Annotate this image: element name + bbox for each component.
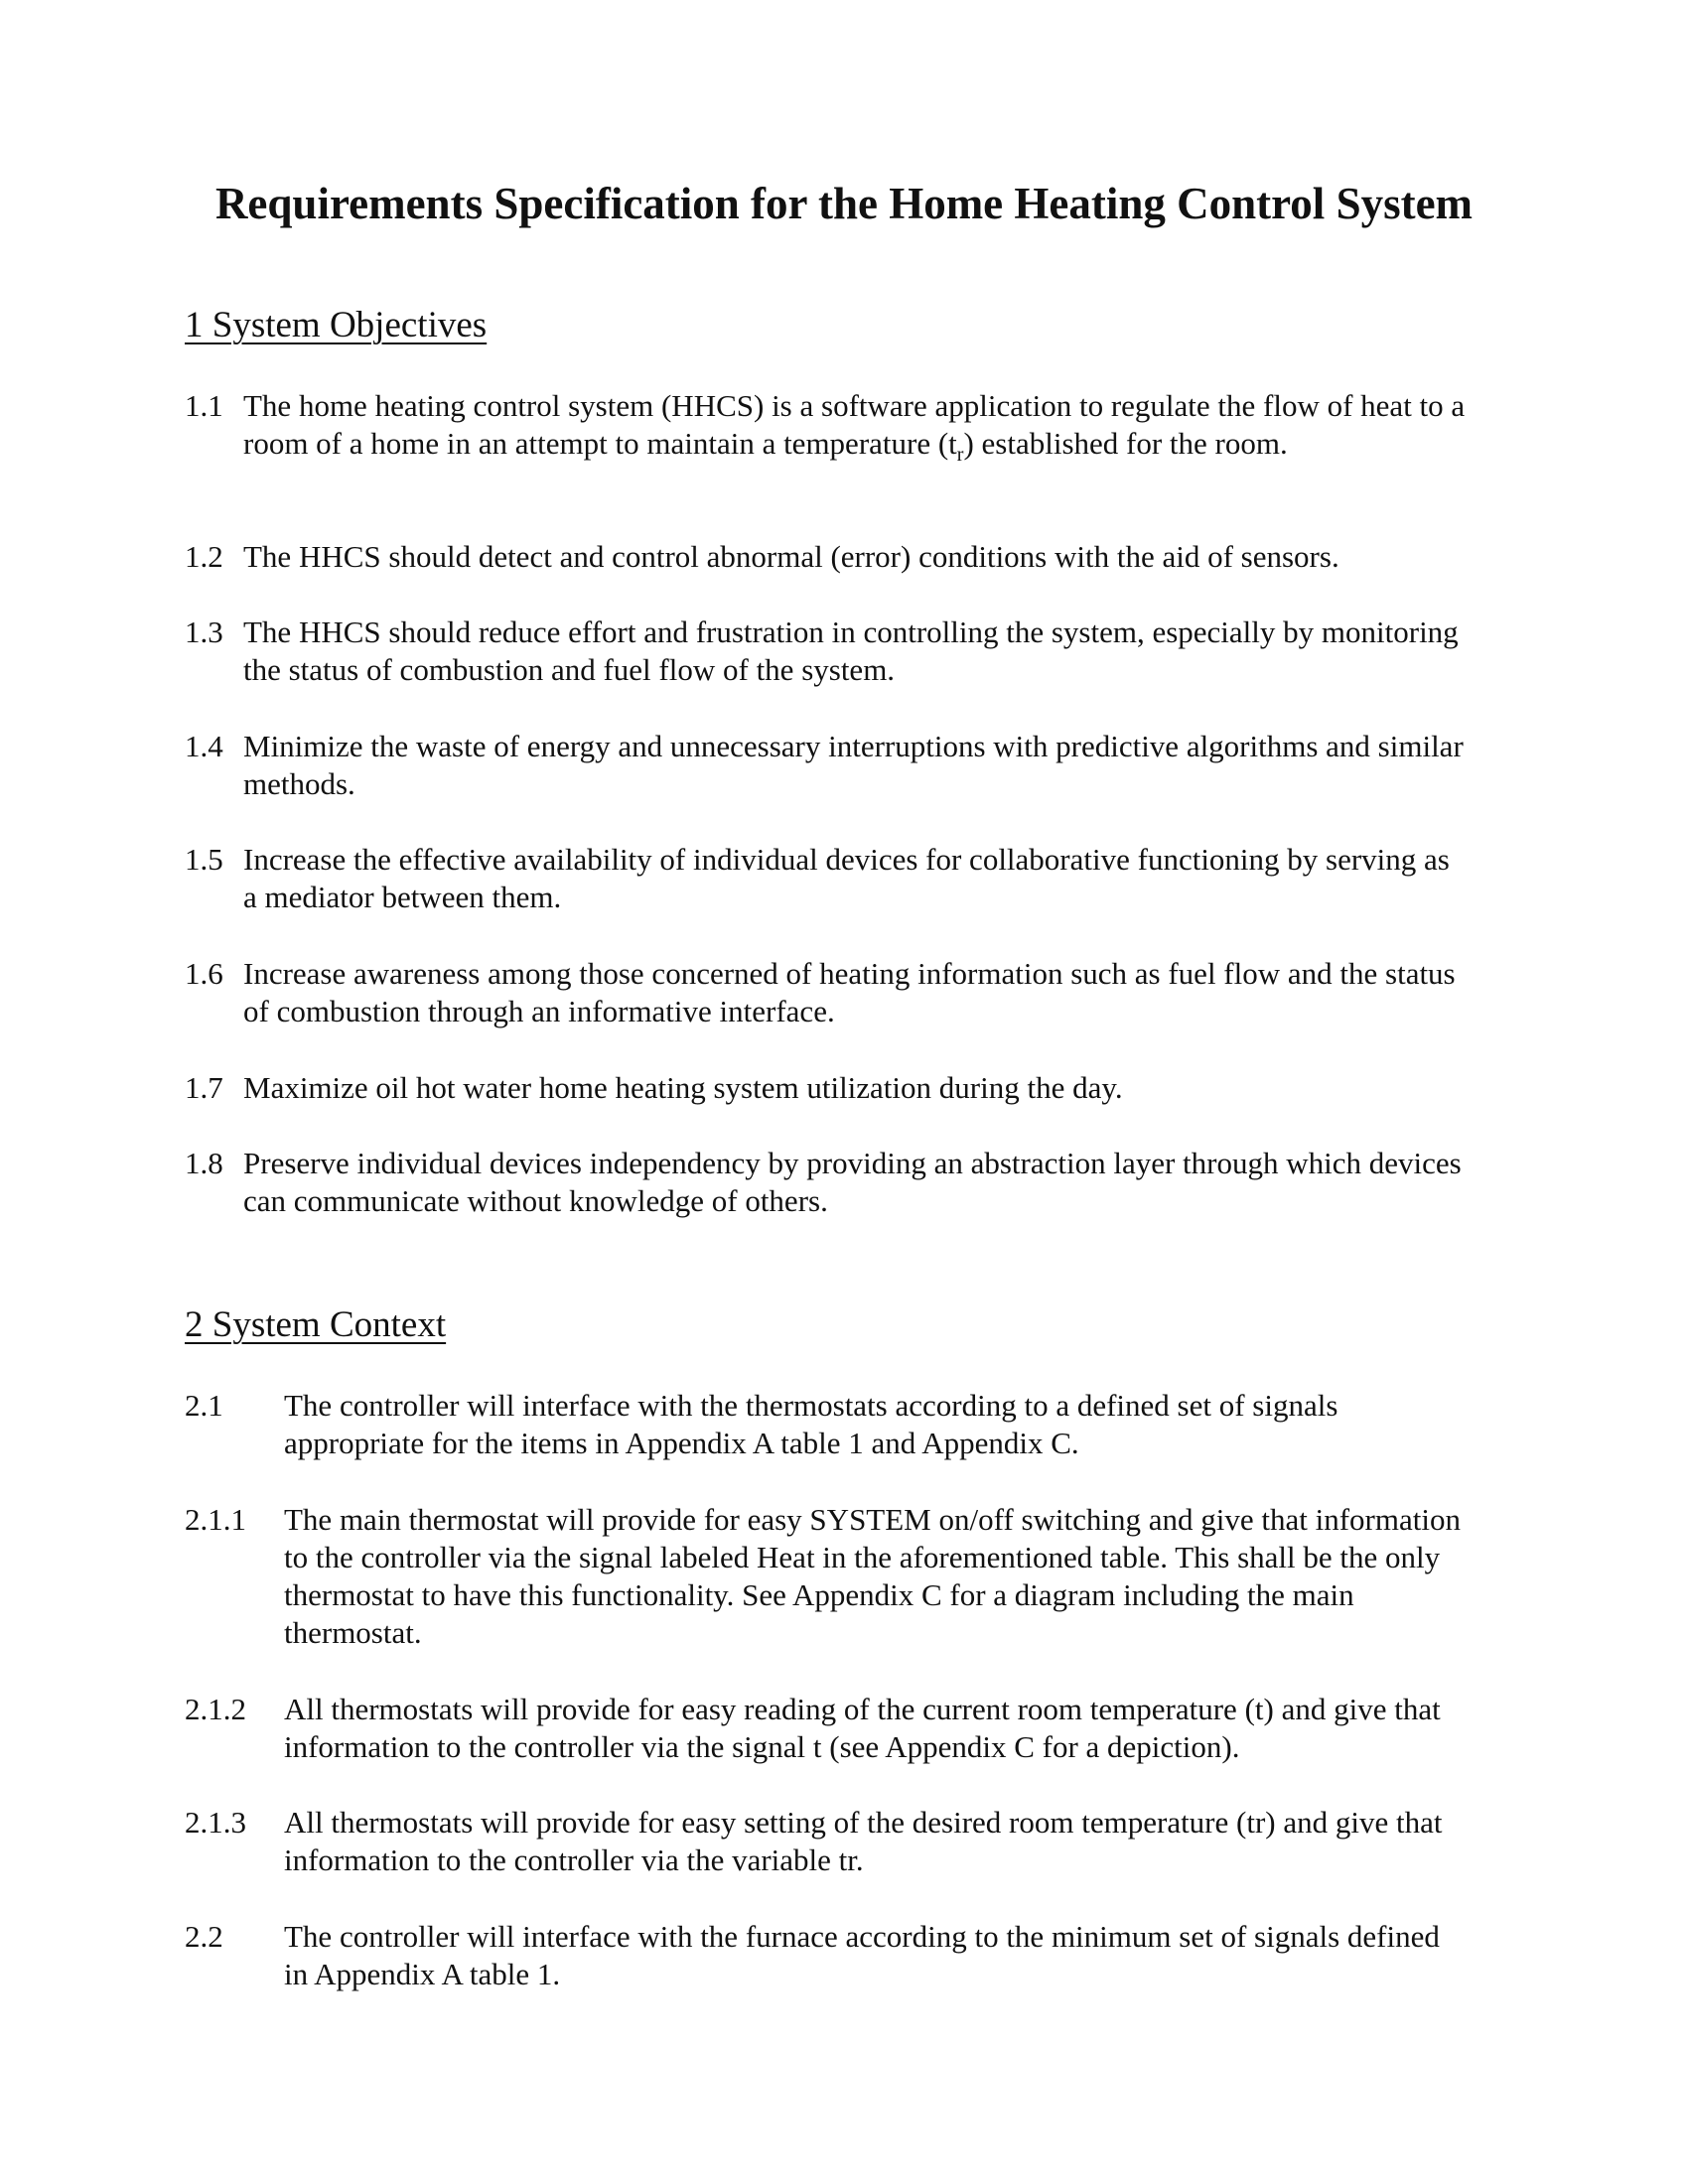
item-text: Preserve individual devices independency by providing an abstraction layer through which devices can communicate without knowledge of others. [243, 1146, 1462, 1218]
item-number: 1.4 [185, 729, 223, 763]
item-text: Increase awareness among those concerned of heating information such as fuel flow and the status of combustion through an informative interface. [243, 956, 1456, 1028]
item-number: 1.8 [185, 1146, 223, 1180]
objective-item [185, 614, 1466, 689]
item-text: The HHCS should detect and control abnormal (error) conditions with the aid of sensors. [243, 539, 1339, 574]
context-item [185, 1387, 1466, 1462]
item-text: All thermostats will provide for easy setting of the desired room temperature (tr) and give that information to the controller via the variable tr. [284, 1805, 1443, 1877]
item-number: 2.1.1 [185, 1502, 246, 1537]
item-number: 1.6 [185, 956, 223, 991]
context-item [185, 1804, 1466, 1879]
item-number: 1.5 [185, 842, 223, 877]
item-text-part: ) established for the room. [963, 426, 1288, 461]
item-number: 2.1 [185, 1388, 223, 1423]
item-text: All thermostats will provide for easy reading of the current room temperature (t) and give that information to the controller via the signal t (see Appendix C for a depiction). [284, 1692, 1441, 1764]
subscript-r: r [956, 444, 964, 467]
objective-item [185, 387, 1466, 474]
item-number: 1.7 [185, 1070, 223, 1105]
item-text [243, 387, 1466, 474]
context-item [185, 1918, 1466, 1993]
section-heading-system-objectives: 1 System Objectives [185, 305, 488, 345]
objective-item [185, 538, 1466, 576]
item-number: 2.1.2 [185, 1692, 246, 1726]
objective-item [185, 728, 1466, 803]
objective-item [185, 955, 1466, 1030]
item-number: 1.1 [185, 388, 223, 423]
item-text: Minimize the waste of energy and unnecessary interruptions with predictive algorithms and similar methods. [243, 729, 1464, 801]
item-text: The main thermostat will provide for easy SYSTEM on/off switching and give that information to the controller via the signal labeled Heat in the aforementioned table. This shall be the only thermostat to have this functionality. See Appendix C for a diagram including the main thermostat. [284, 1502, 1461, 1650]
document-title: Requirements Specification for the Home Heating Control System [214, 179, 1474, 228]
context-item [185, 1501, 1466, 1652]
item-number: 1.2 [185, 539, 223, 574]
context-item [185, 1691, 1466, 1766]
item-number: 2.1.3 [185, 1805, 246, 1840]
section-heading-system-context: 2 System Context [185, 1304, 447, 1345]
item-text-part: The home heating control system (HHCS) is a software application to regulate the flow of heat to a room of a home in an attempt to maintain a temperature (t [243, 388, 1466, 461]
item-text: The controller will interface with the furnace according to the minimum set of signals defined in Appendix A table 1. [284, 1919, 1440, 1991]
item-number: 1.3 [185, 614, 223, 649]
item-text: The controller will interface with the thermostats according to a defined set of signals appropriate for the items in Appendix A table 1 and Appendix C. [284, 1388, 1338, 1460]
objective-item [185, 841, 1466, 916]
objective-item [185, 1145, 1466, 1220]
item-text: Maximize oil hot water home heating system utilization during the day. [243, 1070, 1123, 1105]
item-text: Increase the effective availability of individual devices for collaborative functioning by serving as a mediator between them. [243, 842, 1450, 914]
item-text: The HHCS should reduce effort and frustration in controlling the system, especially by monitoring the status of combustion and fuel flow of the system. [243, 614, 1459, 687]
item-number: 2.2 [185, 1919, 223, 1954]
objective-item [185, 1069, 1466, 1107]
